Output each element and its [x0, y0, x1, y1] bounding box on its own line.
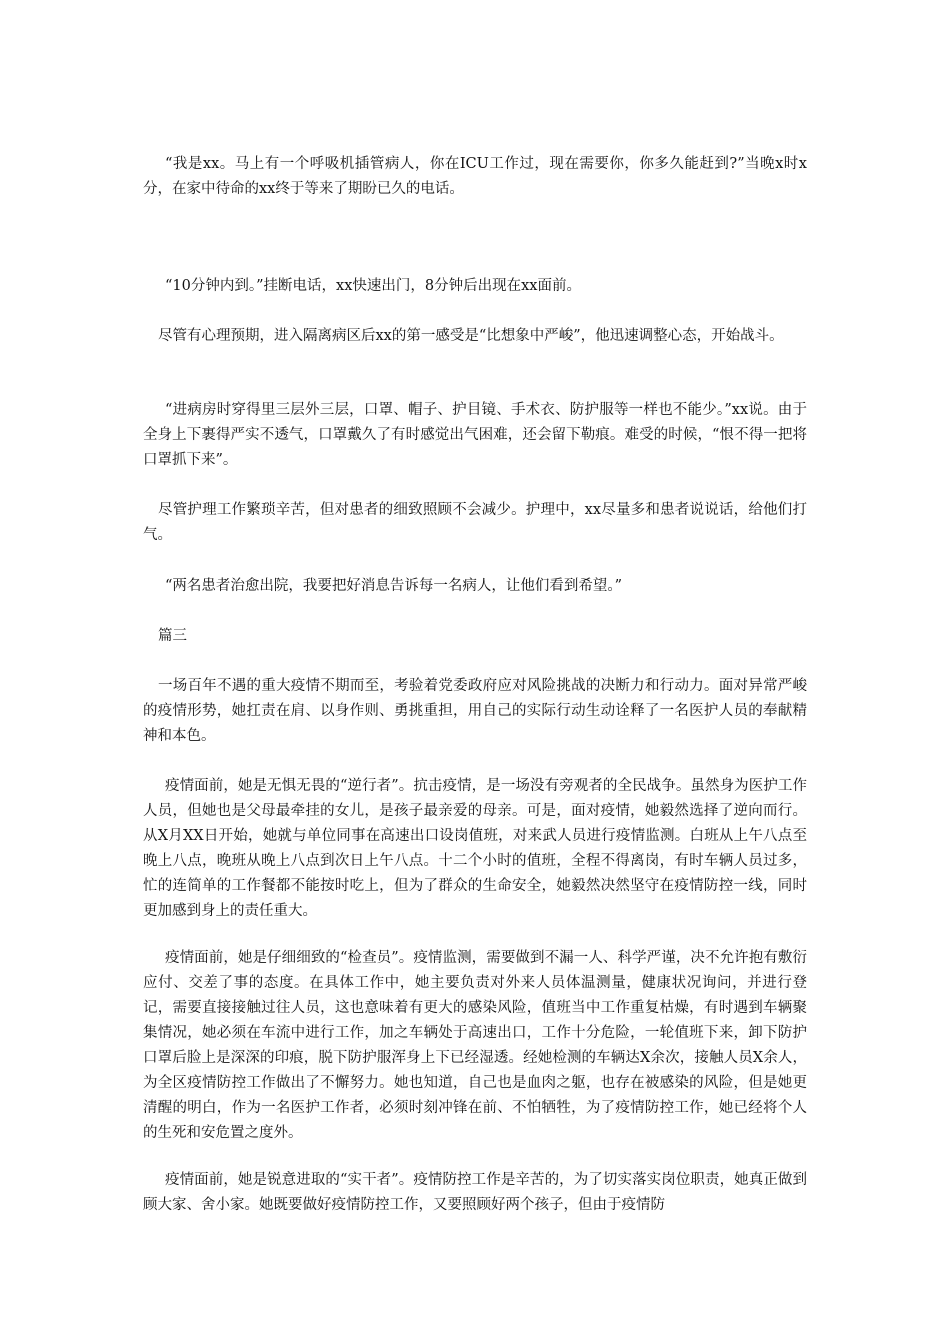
paragraph-1: “我是xx。马上有一个呼吸机插管病人，你在ICU工作过，现在需要你，你多久能赶到?”当晚x时x分，在家中待命的xx终于等来了期盼已久的电话。: [143, 156, 807, 197]
paragraph-10: 疫情面前，她是锐意进取的“实干者”。疫情防控工作是辛苦的，为了切实落实岗位职责，她真正做到顾大家、舍小家。她既要做好疫情防控工作，又要照顾好两个孩子，但由于疫情防: [143, 1172, 807, 1213]
paragraph-6: “两名患者治愈出院，我要把好消息告诉每一名病人，让他们看到希望。”: [165, 578, 623, 594]
paragraph-5: 尽管护理工作繁琐辛苦，但对患者的细致照顾不会减少。护理中，xx尽量多和患者说说话，给他们打气。: [143, 502, 807, 543]
paragraph-7: 一场百年不遇的重大疫情不期而至，考验着党委政府应对风险挑战的决断力和行动力。面对异常严峻的疫情形势，她扛责在肩、以身作则、勇挑重担，用自己的实际行动生动诠释了一名医护人员的奉献精神和本色。: [143, 678, 807, 744]
paragraph-9: 疫情面前，她是仔细细致的“检查员”。疫情监测，需要做到不漏一人、科学严谨，决不允许抱有敷衍应付、交差了事的态度。在具体工作中，她主要负责对外来人员体温测量，健康状况询问，并进行登记，需要直接接触过往人员，这也意味着有更大的感染风险，值班当中工作重复枯燥，有时遇到车辆聚集情况，她必须在车流中进行工作，加之车辆处于高速出口，工作十分危险，一轮值班下来，卸下防护口罩后脸上是深深的印痕，脱下防护服浑身上下已经湿透。经她检测的车辆达X余次，接触人员X余人，为全区疫情防控工作做出了不懈努力。她也知道，自己也是血肉之躯，也存在被感染的风险，但是她更清醒的明白，作为一名医护工作者，必须时刻冲锋在前、不怕牺牲，为了疫情防控工作，她已经将个人的生死和安危置之度外。: [143, 950, 807, 1141]
paragraph-8: 疫情面前，她是无惧无畏的“逆行者”。抗击疫情，是一场没有旁观者的全民战争。虽然身为医护工作人员，但她也是父母最牵挂的女儿，是孩子最亲爱的母亲。可是，面对疫情，她毅然选择了逆向而行。从X月XX日开始，她就与单位同事在高速出口设岗值班，对来武人员进行疫情监测。白班从上午八点至晚上八点，晚班从晚上八点到次日上午八点。十二个小时的值班，全程不得离岗，有时车辆人员过多，忙的连简单的工作餐都不能按时吃上，但为了群众的生命安全，她毅然决然坚守在疫情防控一线，同时更加感到身上的责任重大。: [143, 778, 807, 919]
section-heading: 篇三: [158, 628, 187, 644]
paragraph-3: 尽管有心理预期，进入隔离病区后xx的第一感受是“比想象中严峻”，他迅速调整心态，开始战斗。: [158, 328, 784, 344]
paragraph-4: “进病房时穿得里三层外三层，口罩、帽子、护目镜、手术衣、防护服等一样也不能少。”xx说。由于全身上下裹得严实不透气，口罩戴久了有时感觉出气困难，还会留下勒痕。难受的时候，“恨不得一把将口罩抓下来”。: [143, 402, 807, 468]
paragraph-2: “10分钟内到。”挂断电话，xx快速出门，8分钟后出现在xx面前。: [165, 278, 581, 294]
